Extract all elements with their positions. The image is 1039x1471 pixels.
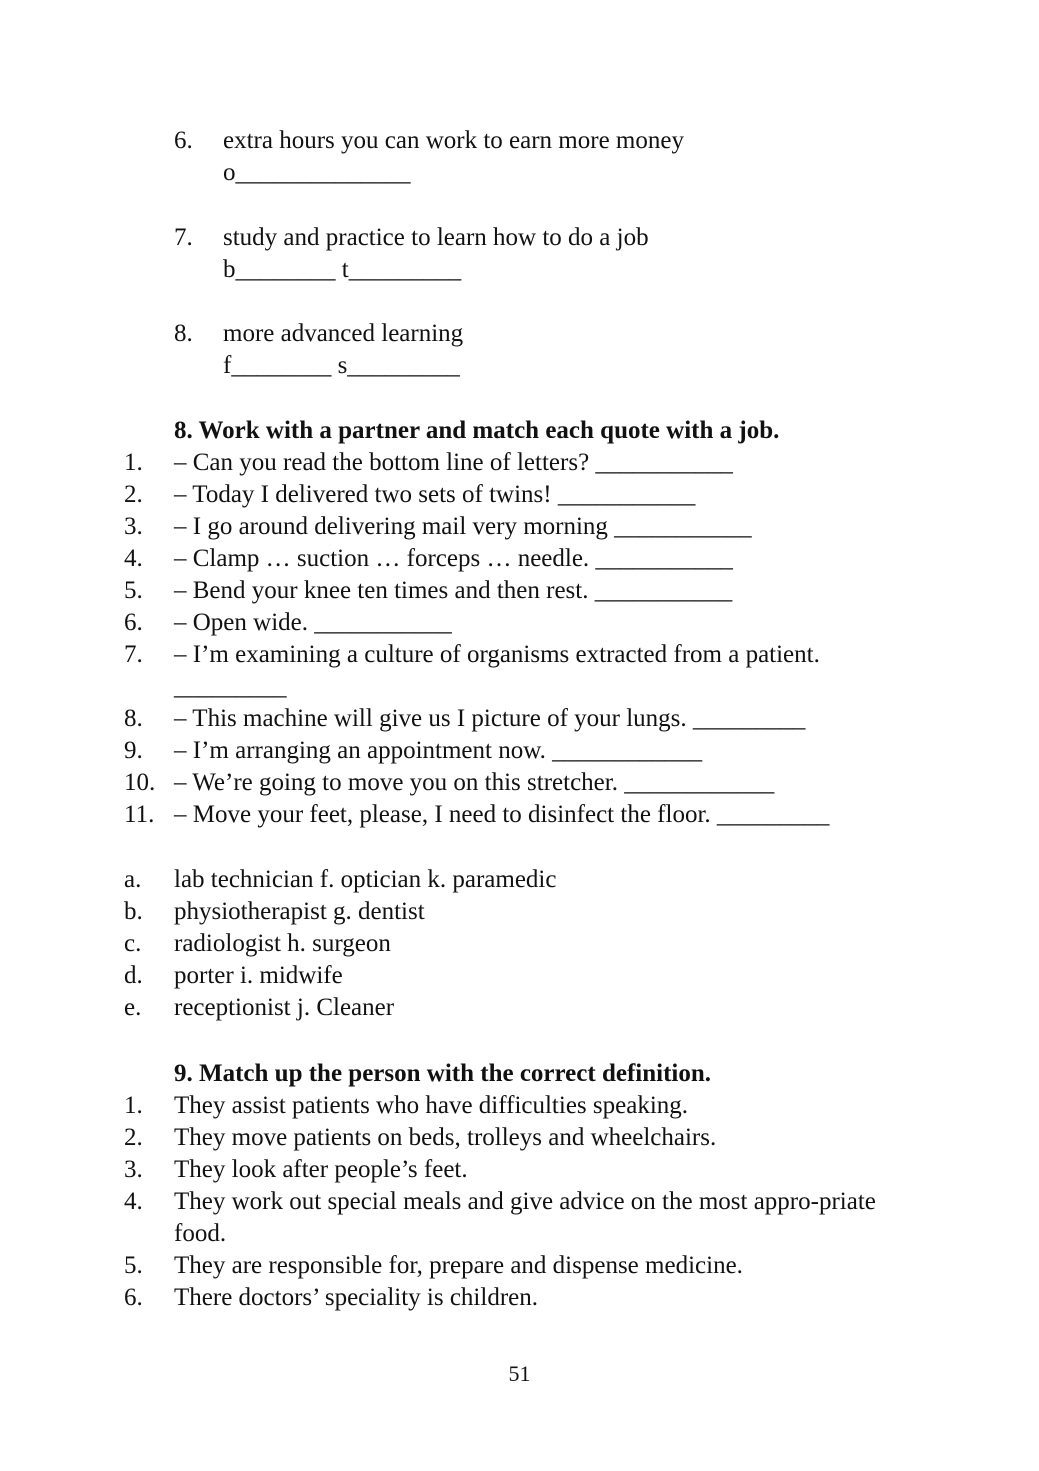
vocab-answer-blank: o______________ xyxy=(223,159,411,186)
list-item xyxy=(124,639,924,703)
vocab-number: 7. xyxy=(174,224,193,251)
list-item xyxy=(124,511,924,543)
list-item xyxy=(124,1090,919,1122)
item-text: – This machine will give us I picture of your lungs. _________ xyxy=(174,705,806,732)
list-item xyxy=(124,1122,919,1154)
option-letter: b. xyxy=(124,898,143,925)
item-number: 11. xyxy=(124,801,155,828)
option-text: porter i. midwife xyxy=(174,962,343,989)
vocab-answer-blank: b________ t_________ xyxy=(223,256,462,283)
item-text: – Open wide. ___________ xyxy=(174,609,452,636)
option-letter: d. xyxy=(124,962,143,989)
item-text: – I go around delivering mail very morning ___________ xyxy=(174,513,752,540)
item-text: They work out special meals and give advice on the most appro-priate food. xyxy=(174,1188,876,1247)
vocab-number: 6. xyxy=(174,127,193,154)
vocab-definition: more advanced learning xyxy=(223,320,464,347)
item-number: 10. xyxy=(124,769,156,796)
list-item xyxy=(124,767,924,799)
vocab-definition: extra hours you can work to earn more money xyxy=(223,127,684,154)
list-item xyxy=(124,928,924,960)
item-text: – I’m examining a culture of organisms extracted from a patient. _________ xyxy=(174,641,820,700)
item-text: They assist patients who have difficulties speaking. xyxy=(174,1092,689,1119)
list-item xyxy=(124,1154,919,1186)
item-number: 3. xyxy=(124,513,143,540)
item-number: 3. xyxy=(124,1156,143,1183)
list-item xyxy=(124,575,924,607)
item-text: – Move your feet, please, I need to disinfect the floor. _________ xyxy=(174,801,830,828)
vocab-number: 8. xyxy=(174,320,193,347)
exercise-9-definitions-list xyxy=(124,1090,919,1314)
item-text: There doctors’ speciality is children. xyxy=(174,1284,538,1311)
item-number: 5. xyxy=(124,1252,143,1279)
item-text: – We’re going to move you on this stretcher. ____________ xyxy=(174,769,775,796)
item-number: 1. xyxy=(124,449,143,476)
item-text: – I’m arranging an appointment now. ____________ xyxy=(174,737,703,764)
list-item xyxy=(124,543,924,575)
list-item xyxy=(124,447,924,479)
list-item xyxy=(124,992,924,1024)
list-item xyxy=(124,479,924,511)
item-number: 8. xyxy=(124,705,143,732)
item-text: They look after people’s feet. xyxy=(174,1156,468,1183)
item-number: 4. xyxy=(124,1188,143,1215)
exercise-8-quotes-list xyxy=(124,447,924,831)
vocab-item xyxy=(174,318,934,382)
option-text: lab technician f. optician k. paramedic xyxy=(174,866,557,893)
item-number: 7. xyxy=(124,641,143,668)
item-number: 1. xyxy=(124,1092,143,1119)
item-number: 5. xyxy=(124,577,143,604)
list-item xyxy=(124,607,924,639)
item-text: – Bend your knee ten times and then rest. ___________ xyxy=(174,577,733,604)
list-item xyxy=(124,960,924,992)
page-number: 51 xyxy=(508,1361,531,1386)
item-number: 9. xyxy=(124,737,143,764)
vocab-definition: study and practice to learn how to do a job xyxy=(223,224,649,251)
vocab-item xyxy=(174,125,934,189)
item-number: 2. xyxy=(124,481,143,508)
option-text: physiotherapist g. dentist xyxy=(174,898,425,925)
item-text: – Can you read the bottom line of letters? ___________ xyxy=(174,449,733,476)
list-item xyxy=(124,1282,919,1314)
item-number: 6. xyxy=(124,1284,143,1311)
item-text: – Clamp … suction … forceps … needle. ___________ xyxy=(174,545,733,572)
exercise-8-job-options xyxy=(124,864,924,1024)
list-item xyxy=(124,735,924,767)
list-item xyxy=(124,864,924,896)
item-number: 6. xyxy=(124,609,143,636)
list-item xyxy=(124,703,924,735)
list-item xyxy=(124,1186,919,1250)
option-letter: a. xyxy=(124,866,142,893)
vocab-answer-blank: f________ s_________ xyxy=(223,352,460,379)
list-item xyxy=(124,1250,919,1282)
list-item xyxy=(124,896,924,928)
option-letter: c. xyxy=(124,930,142,957)
option-text: radiologist h. surgeon xyxy=(174,930,391,957)
item-text: They move patients on beds, trolleys and wheelchairs. xyxy=(174,1124,717,1151)
item-text: – Today I delivered two sets of twins! ___________ xyxy=(174,481,696,508)
item-number: 4. xyxy=(124,545,143,572)
option-text: receptionist j. Cleaner xyxy=(174,994,395,1021)
option-letter: e. xyxy=(124,994,142,1021)
list-item xyxy=(124,799,924,831)
item-number: 2. xyxy=(124,1124,143,1151)
exercise-8-heading: 8. Work with a partner and match each quote with a job. xyxy=(174,417,780,444)
exercise-9-heading: 9. Match up the person with the correct definition. xyxy=(174,1060,711,1087)
vocab-item xyxy=(174,222,934,286)
item-text: They are responsible for, prepare and dispense medicine. xyxy=(174,1252,743,1279)
